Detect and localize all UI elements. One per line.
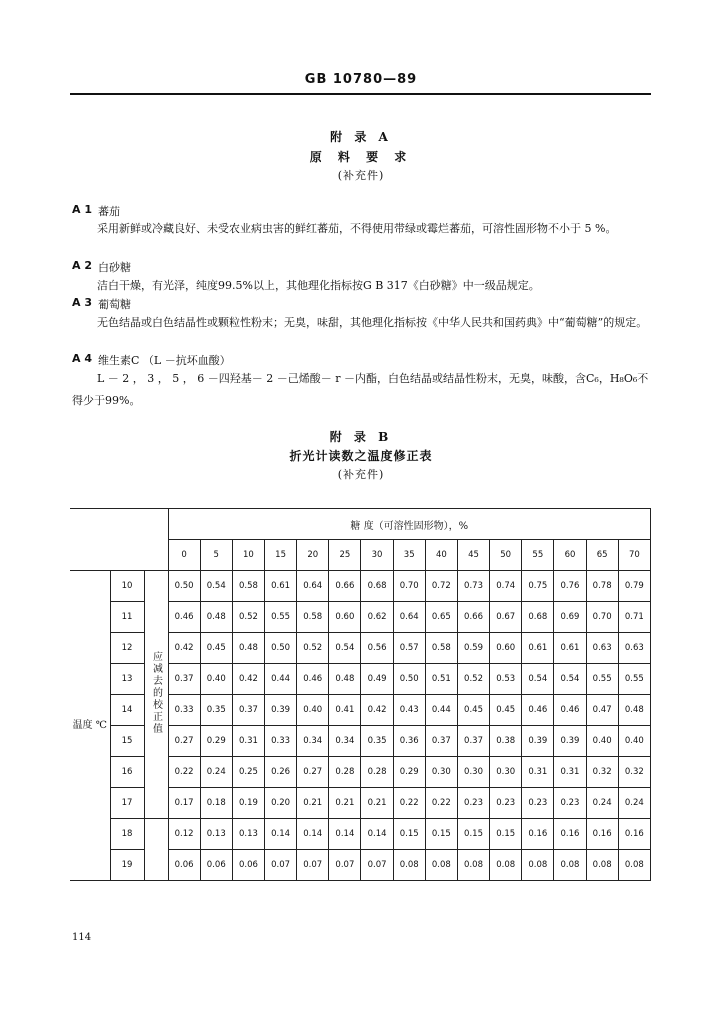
correction-value-cell: 0.63 bbox=[586, 633, 618, 664]
correction-value-cell: 0.68 bbox=[522, 602, 554, 633]
correction-value-cell: 0.19 bbox=[232, 788, 264, 819]
appendix-a-subtitle: 原 料 要 求 bbox=[309, 150, 413, 164]
correction-value-cell: 0.21 bbox=[361, 788, 393, 819]
correction-value-cell: 0.30 bbox=[457, 757, 489, 788]
temperature-correction-table bbox=[70, 508, 651, 881]
column-header: 55 bbox=[522, 540, 554, 571]
section-a3-text: 无色结晶或白色结晶性或颗粒性粉末；无臭，味甜，其他理化指标按《中华人民共和国药典》中“葡萄糖”的规定。 bbox=[97, 316, 648, 329]
correction-value-cell: 0.23 bbox=[490, 788, 522, 819]
correction-value-cell: 0.15 bbox=[457, 819, 489, 850]
column-header: 60 bbox=[554, 540, 586, 571]
appendix-a-note: (补充件) bbox=[337, 169, 385, 182]
correction-value-cell: 0.46 bbox=[554, 695, 586, 726]
correction-value-cell: 0.21 bbox=[329, 788, 361, 819]
correction-value-cell: 0.29 bbox=[200, 726, 232, 757]
correction-value-cell: 0.45 bbox=[200, 633, 232, 664]
correction-value-cell: 0.44 bbox=[425, 695, 457, 726]
correction-value-cell: 0.37 bbox=[232, 695, 264, 726]
correction-value-cell: 0.15 bbox=[490, 819, 522, 850]
correction-value-cell: 0.16 bbox=[618, 819, 650, 850]
correction-value-cell: 0.50 bbox=[393, 664, 425, 695]
correction-value-cell: 0.65 bbox=[425, 602, 457, 633]
correction-value-cell: 0.06 bbox=[200, 850, 232, 881]
section-a1-text: 采用新鲜或冷藏良好、未受农业病虫害的鲜红蕃茄，不得使用带绿或霉烂蕃茄，可溶性固形物不小于 5 %。 bbox=[97, 222, 617, 235]
correction-value-cell: 0.08 bbox=[522, 850, 554, 881]
table-row bbox=[70, 571, 651, 602]
correction-value-cell: 0.54 bbox=[522, 664, 554, 695]
correction-value-cell: 0.57 bbox=[393, 633, 425, 664]
correction-value-cell: 0.50 bbox=[168, 571, 200, 602]
temperature-cell: 16 bbox=[110, 757, 144, 788]
correction-value-cell: 0.54 bbox=[200, 571, 232, 602]
correction-value-cell: 0.51 bbox=[425, 664, 457, 695]
correction-value-cell: 0.07 bbox=[297, 850, 329, 881]
correction-value-cell: 0.44 bbox=[265, 664, 297, 695]
correction-value-cell: 0.71 bbox=[618, 602, 650, 633]
correction-value-cell: 0.46 bbox=[168, 602, 200, 633]
column-header: 15 bbox=[265, 540, 297, 571]
correction-value-cell: 0.08 bbox=[425, 850, 457, 881]
correction-value-cell: 0.08 bbox=[586, 850, 618, 881]
column-header: 5 bbox=[200, 540, 232, 571]
temperature-cell: 13 bbox=[110, 664, 144, 695]
correction-value-cell: 0.16 bbox=[522, 819, 554, 850]
correction-value-cell: 0.06 bbox=[168, 850, 200, 881]
correction-value-cell: 0.66 bbox=[329, 571, 361, 602]
correction-value-cell: 0.40 bbox=[297, 695, 329, 726]
correction-value-cell: 0.70 bbox=[393, 571, 425, 602]
correction-value-cell: 0.08 bbox=[393, 850, 425, 881]
correction-value-cell: 0.40 bbox=[618, 726, 650, 757]
correction-value-cell: 0.08 bbox=[457, 850, 489, 881]
column-header: 40 bbox=[425, 540, 457, 571]
correction-value-cell: 0.69 bbox=[554, 602, 586, 633]
temperature-cell: 17 bbox=[110, 788, 144, 819]
temperature-cell: 14 bbox=[110, 695, 144, 726]
correction-value-cell: 0.22 bbox=[425, 788, 457, 819]
correction-value-cell: 0.26 bbox=[265, 757, 297, 788]
correction-value-cell: 0.46 bbox=[297, 664, 329, 695]
section-a1-title: 蕃茄 bbox=[98, 205, 120, 218]
correction-value-cell: 0.49 bbox=[361, 664, 393, 695]
correction-value-cell: 0.24 bbox=[200, 757, 232, 788]
correction-value-cell: 0.58 bbox=[232, 571, 264, 602]
correction-value-cell: 0.72 bbox=[425, 571, 457, 602]
correction-value-cell: 0.79 bbox=[618, 571, 650, 602]
correction-value-cell: 0.07 bbox=[265, 850, 297, 881]
correction-value-cell: 0.33 bbox=[168, 695, 200, 726]
correction-value-cell: 0.52 bbox=[232, 602, 264, 633]
correction-value-cell: 0.31 bbox=[522, 757, 554, 788]
column-header: 45 bbox=[457, 540, 489, 571]
correction-value-cell: 0.42 bbox=[232, 664, 264, 695]
section-a3-number: A 3 bbox=[72, 296, 92, 309]
correction-value-cell: 0.34 bbox=[297, 726, 329, 757]
correction-value-cell: 0.18 bbox=[200, 788, 232, 819]
correction-value-cell: 0.70 bbox=[586, 602, 618, 633]
appendix-b-note: (补充件) bbox=[337, 468, 385, 481]
correction-value-cell: 0.06 bbox=[232, 850, 264, 881]
temperature-cell: 10 bbox=[110, 571, 144, 602]
correction-value-cell: 0.41 bbox=[329, 695, 361, 726]
correction-value-cell: 0.14 bbox=[329, 819, 361, 850]
correction-value-cell: 0.64 bbox=[393, 602, 425, 633]
section-a2-number: A 2 bbox=[72, 259, 92, 272]
correction-value-cell: 0.35 bbox=[200, 695, 232, 726]
correction-value-cell: 0.60 bbox=[329, 602, 361, 633]
column-header: 30 bbox=[361, 540, 393, 571]
correction-value-cell: 0.59 bbox=[457, 633, 489, 664]
correction-value-cell: 0.24 bbox=[586, 788, 618, 819]
correction-value-cell: 0.39 bbox=[554, 726, 586, 757]
correction-value-cell: 0.30 bbox=[490, 757, 522, 788]
correction-value-cell: 0.14 bbox=[361, 819, 393, 850]
section-a2-text: 洁白干燥，有光泽，纯度99.5%以上，其他理化指标按G B 317《白砂糖》中一级品规定。 bbox=[97, 279, 540, 292]
correction-value-cell: 0.22 bbox=[168, 757, 200, 788]
column-header: 35 bbox=[393, 540, 425, 571]
correction-value-cell: 0.61 bbox=[265, 571, 297, 602]
correction-value-cell: 0.56 bbox=[361, 633, 393, 664]
appendix-b-title: 附 录 B bbox=[329, 430, 393, 444]
column-header: 25 bbox=[329, 540, 361, 571]
correction-value-cell: 0.61 bbox=[522, 633, 554, 664]
correction-value-cell: 0.39 bbox=[522, 726, 554, 757]
correction-value-cell: 0.58 bbox=[297, 602, 329, 633]
correction-value-cell: 0.29 bbox=[393, 757, 425, 788]
temperature-group-label: 温度 ℃ bbox=[70, 571, 110, 881]
correction-value-cell: 0.23 bbox=[457, 788, 489, 819]
section-a4-text: L － 2 ， 3 ， 5 ， 6 －四羟基－ 2 －己烯酸－ r －内酯，白色结晶或结晶性粉末，无臭，味酸，含C₆，H₈O₆不得少于99%。 bbox=[72, 372, 649, 407]
correction-value-cell: 0.52 bbox=[297, 633, 329, 664]
correction-value-cell: 0.73 bbox=[457, 571, 489, 602]
correction-value-cell: 0.50 bbox=[265, 633, 297, 664]
correction-value-cell: 0.33 bbox=[265, 726, 297, 757]
section-a3-title: 葡萄糖 bbox=[98, 298, 131, 311]
section-a2-title: 白砂糖 bbox=[98, 261, 131, 274]
correction-value-cell: 0.48 bbox=[618, 695, 650, 726]
correction-value-cell: 0.37 bbox=[425, 726, 457, 757]
correction-value-cell: 0.28 bbox=[329, 757, 361, 788]
correction-value-cell: 0.66 bbox=[457, 602, 489, 633]
page-number: 114 bbox=[72, 932, 92, 943]
temperature-cell: 11 bbox=[110, 602, 144, 633]
correction-value-cell: 0.67 bbox=[490, 602, 522, 633]
correction-value-cell: 0.42 bbox=[361, 695, 393, 726]
correction-value-cell: 0.46 bbox=[522, 695, 554, 726]
correction-value-cell: 0.61 bbox=[554, 633, 586, 664]
correction-value-cell: 0.39 bbox=[265, 695, 297, 726]
correction-value-cell: 0.38 bbox=[490, 726, 522, 757]
correction-value-cell: 0.40 bbox=[200, 664, 232, 695]
temperature-cell: 15 bbox=[110, 726, 144, 757]
correction-value-cell: 0.31 bbox=[232, 726, 264, 757]
correction-value-cell: 0.23 bbox=[554, 788, 586, 819]
correction-value-cell: 0.20 bbox=[265, 788, 297, 819]
table-row bbox=[70, 819, 651, 850]
correction-value-cell: 0.48 bbox=[329, 664, 361, 695]
correction-value-cell: 0.63 bbox=[618, 633, 650, 664]
correction-label-cell bbox=[144, 571, 168, 819]
correction-value-cell: 0.22 bbox=[393, 788, 425, 819]
correction-value-cell: 0.08 bbox=[490, 850, 522, 881]
correction-value-cell: 0.23 bbox=[522, 788, 554, 819]
correction-value-cell: 0.37 bbox=[168, 664, 200, 695]
correction-value-cell: 0.13 bbox=[232, 819, 264, 850]
correction-value-cell: 0.48 bbox=[200, 602, 232, 633]
correction-value-cell: 0.24 bbox=[618, 788, 650, 819]
appendix-b-subtitle: 折光计读数之温度修正表 bbox=[289, 449, 433, 463]
correction-value-cell: 0.15 bbox=[393, 819, 425, 850]
section-a4-number: A 4 bbox=[72, 352, 92, 365]
correction-value-cell: 0.07 bbox=[329, 850, 361, 881]
column-header: 0 bbox=[168, 540, 200, 571]
column-header: 65 bbox=[586, 540, 618, 571]
temperature-cell: 18 bbox=[110, 819, 144, 850]
correction-value-cell: 0.53 bbox=[490, 664, 522, 695]
correction-value-cell: 0.47 bbox=[586, 695, 618, 726]
correction-value-cell: 0.75 bbox=[522, 571, 554, 602]
correction-value-cell: 0.25 bbox=[232, 757, 264, 788]
correction-value-cell: 0.45 bbox=[490, 695, 522, 726]
correction-value-cell: 0.42 bbox=[168, 633, 200, 664]
correction-value-cell: 0.74 bbox=[490, 571, 522, 602]
correction-value-cell: 0.36 bbox=[393, 726, 425, 757]
correction-side-label: 应减去的校正值 bbox=[150, 651, 162, 735]
correction-value-cell: 0.27 bbox=[297, 757, 329, 788]
correction-value-cell: 0.48 bbox=[232, 633, 264, 664]
header-rule bbox=[70, 93, 651, 95]
temperature-cell: 19 bbox=[110, 850, 144, 881]
correction-value-cell: 0.17 bbox=[168, 788, 200, 819]
correction-value-cell: 0.13 bbox=[200, 819, 232, 850]
column-header: 50 bbox=[490, 540, 522, 571]
standard-header: GB 10780—89 bbox=[304, 72, 418, 87]
correction-value-cell: 0.40 bbox=[586, 726, 618, 757]
correction-value-cell: 0.60 bbox=[490, 633, 522, 664]
correction-value-cell: 0.37 bbox=[457, 726, 489, 757]
correction-value-cell: 0.15 bbox=[425, 819, 457, 850]
correction-value-cell: 0.55 bbox=[618, 664, 650, 695]
correction-value-cell: 0.27 bbox=[168, 726, 200, 757]
correction-value-cell: 0.35 bbox=[361, 726, 393, 757]
correction-value-cell: 0.52 bbox=[457, 664, 489, 695]
correction-value-cell: 0.32 bbox=[586, 757, 618, 788]
column-header: 20 bbox=[297, 540, 329, 571]
correction-value-cell: 0.08 bbox=[554, 850, 586, 881]
correction-value-cell: 0.64 bbox=[297, 571, 329, 602]
correction-value-cell: 0.31 bbox=[554, 757, 586, 788]
correction-value-cell: 0.07 bbox=[361, 850, 393, 881]
column-header: 10 bbox=[232, 540, 264, 571]
correction-value-cell: 0.16 bbox=[554, 819, 586, 850]
correction-value-cell: 0.28 bbox=[361, 757, 393, 788]
correction-value-cell: 0.76 bbox=[554, 571, 586, 602]
correction-value-cell: 0.78 bbox=[586, 571, 618, 602]
temperature-cell: 12 bbox=[110, 633, 144, 664]
correction-value-cell: 0.08 bbox=[618, 850, 650, 881]
correction-value-cell: 0.68 bbox=[361, 571, 393, 602]
section-a4-title: 维生素C （L －抗坏血酸） bbox=[98, 354, 231, 367]
appendix-a-title: 附 录 A bbox=[330, 130, 392, 144]
correction-value-cell: 0.54 bbox=[554, 664, 586, 695]
correction-value-cell: 0.14 bbox=[265, 819, 297, 850]
correction-value-cell: 0.14 bbox=[297, 819, 329, 850]
correction-value-cell: 0.30 bbox=[425, 757, 457, 788]
correction-label-cell-empty bbox=[144, 819, 168, 881]
correction-value-cell: 0.16 bbox=[586, 819, 618, 850]
correction-value-cell: 0.34 bbox=[329, 726, 361, 757]
table-corner-cell bbox=[70, 509, 168, 571]
correction-value-cell: 0.55 bbox=[265, 602, 297, 633]
correction-value-cell: 0.55 bbox=[586, 664, 618, 695]
correction-value-cell: 0.21 bbox=[297, 788, 329, 819]
correction-value-cell: 0.62 bbox=[361, 602, 393, 633]
correction-value-cell: 0.58 bbox=[425, 633, 457, 664]
column-header: 70 bbox=[618, 540, 650, 571]
correction-value-cell: 0.45 bbox=[457, 695, 489, 726]
section-a1-number: A 1 bbox=[72, 203, 92, 216]
correction-value-cell: 0.32 bbox=[618, 757, 650, 788]
table-top-header: 糖 度（可溶性固形物），% bbox=[168, 509, 650, 540]
correction-value-cell: 0.54 bbox=[329, 633, 361, 664]
correction-value-cell: 0.12 bbox=[168, 819, 200, 850]
correction-value-cell: 0.43 bbox=[393, 695, 425, 726]
